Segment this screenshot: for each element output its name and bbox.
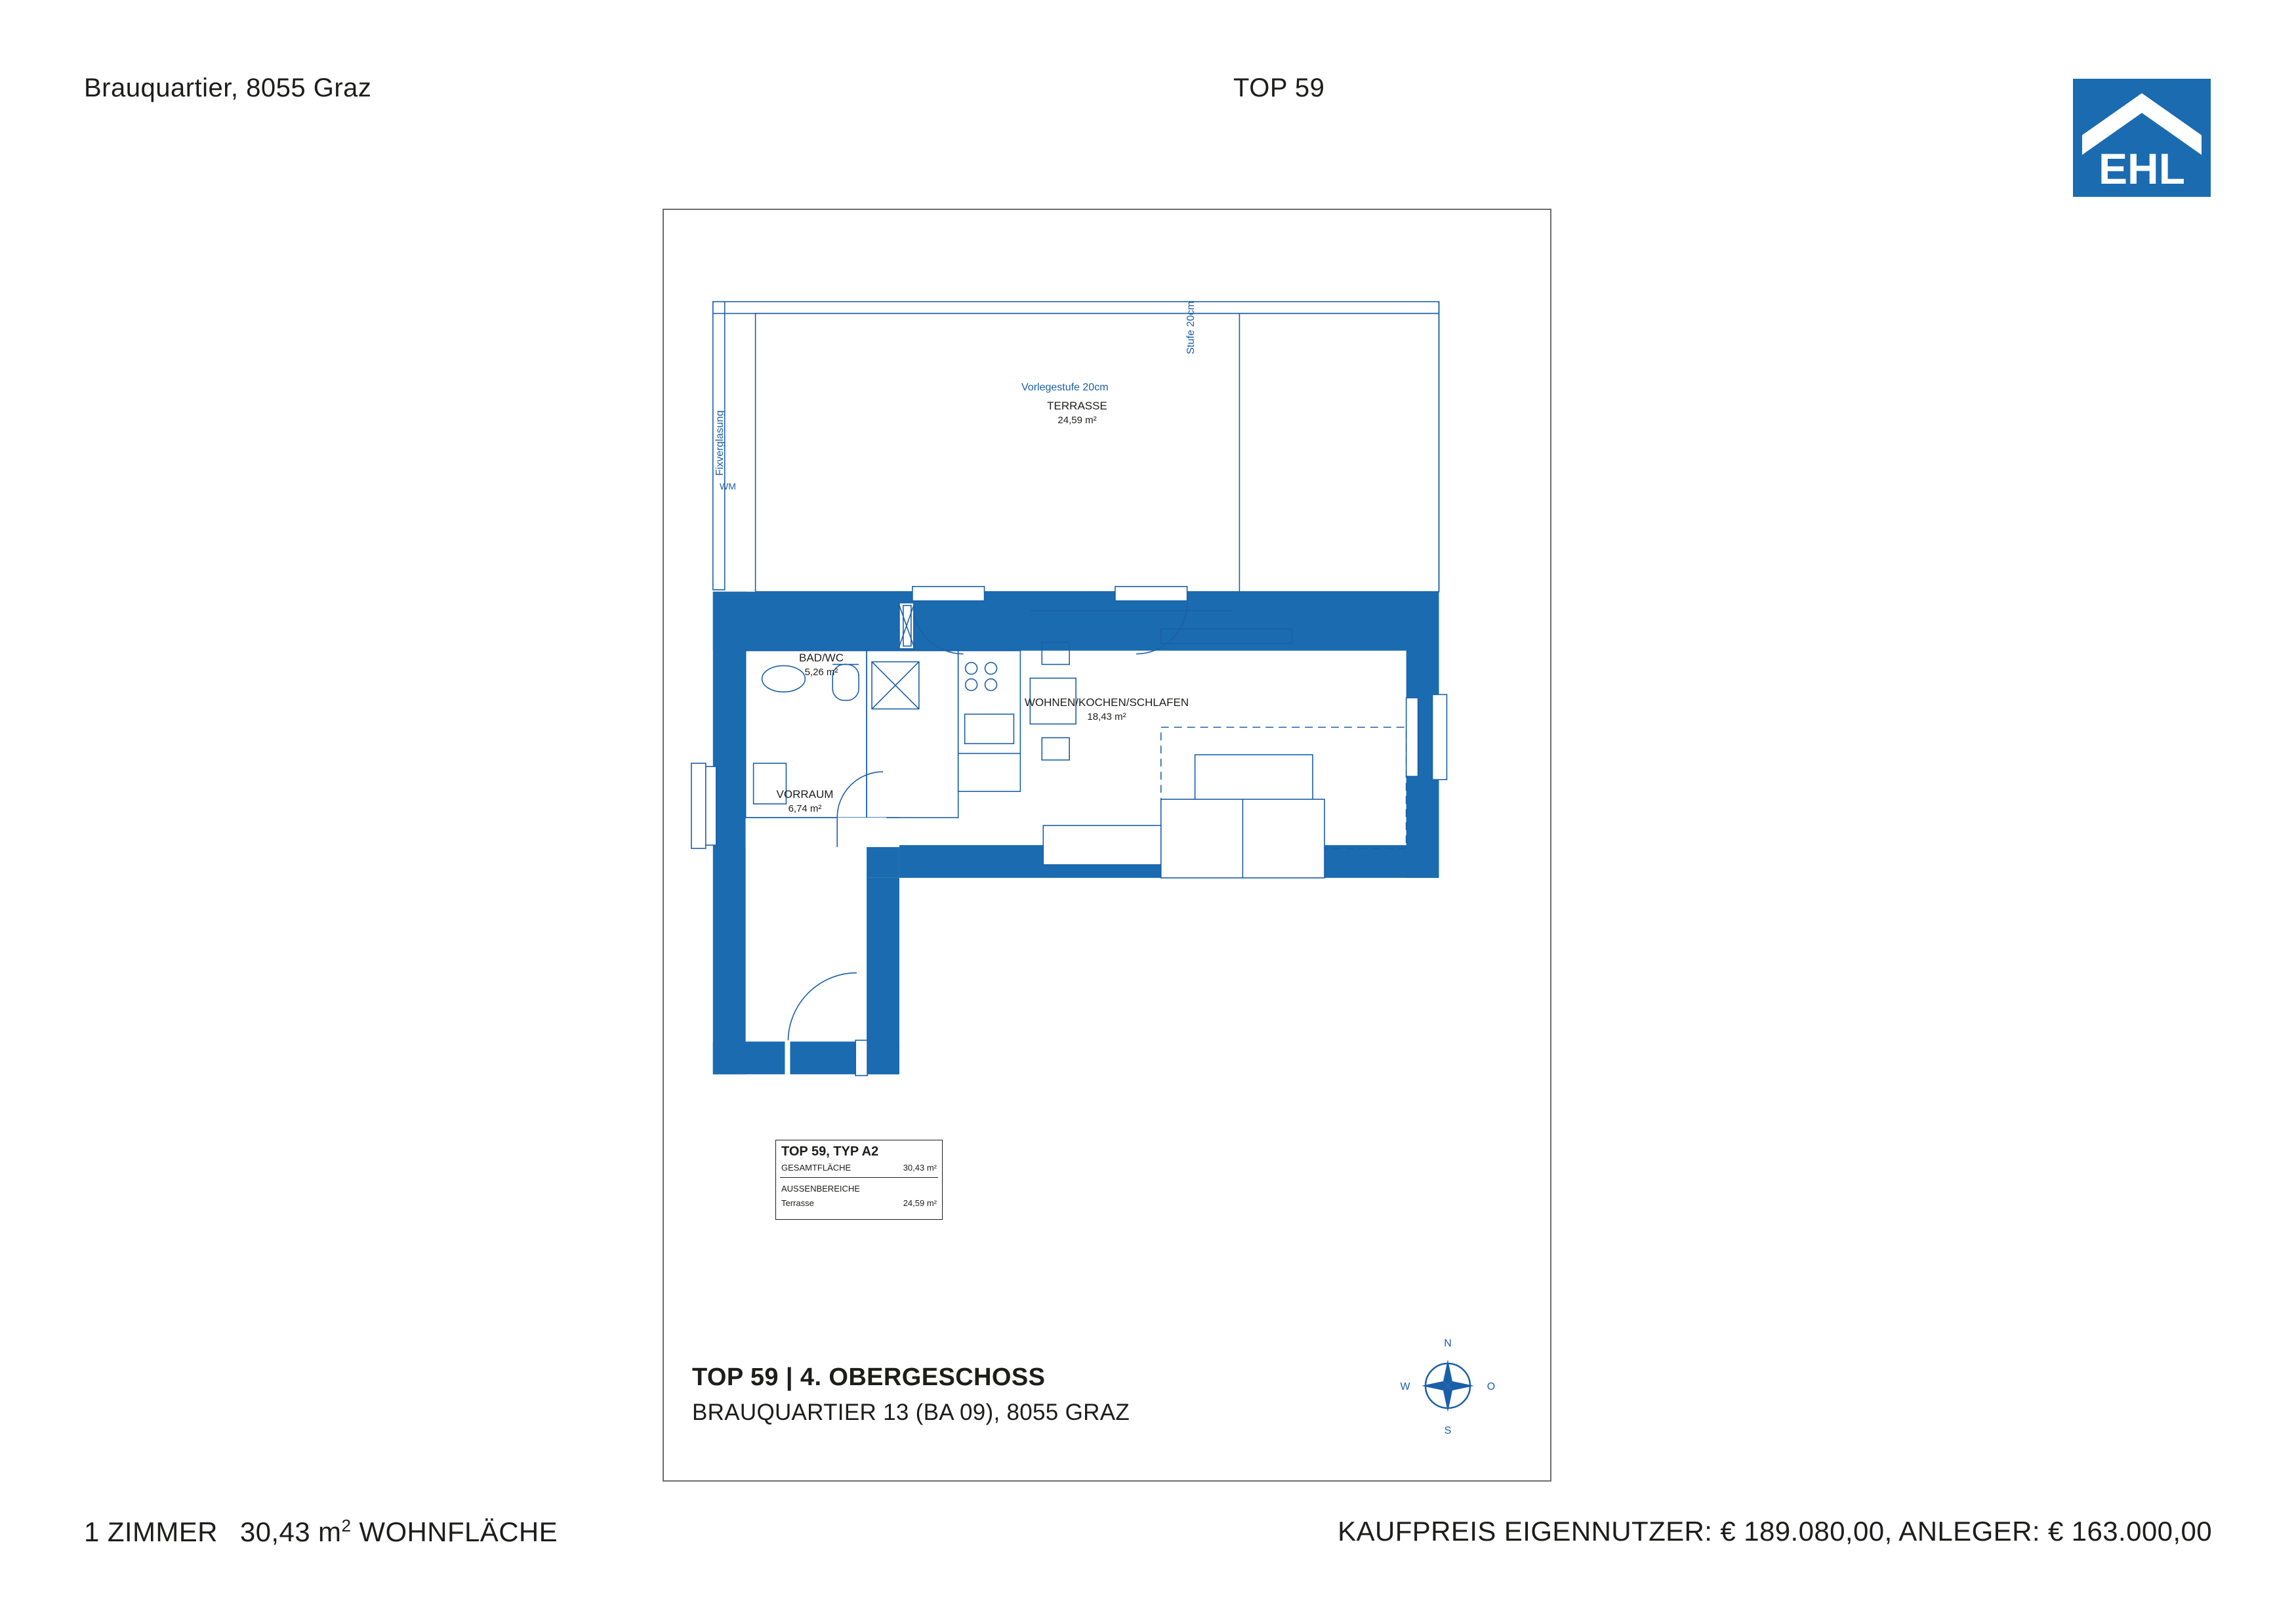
compass-icon (1394, 1332, 1502, 1440)
plan-caption-title: TOP 59 | 4. OBERGESCHOSS (692, 1364, 1046, 1391)
footer-rooms-count: 1 ZIMMER (84, 1516, 218, 1547)
ehl-logo-text: EHL (2099, 144, 2185, 193)
footer-living-area-sup: 2 (341, 1516, 352, 1535)
room-label-vorraum: VORRAUM 6,74 m² (776, 788, 834, 814)
footer-summary (84, 1516, 558, 1548)
legend-title: TOP 59, TYP A2 (781, 1144, 879, 1159)
compass-north-label: N (1444, 1338, 1452, 1349)
room-label-wohnen-kochen-schlafen: WOHNEN/KOCHEN/SCHLAFEN 18,43 m² (1024, 696, 1189, 722)
annotation-washing-machine: WM (720, 481, 736, 491)
annotation-fixverglasung: Fixverglasung (714, 410, 726, 476)
footer-price: KAUFPREIS EIGENNUTZER: € 189.080,00, ANLEGER: € 163.000,00 (1338, 1516, 2212, 1547)
plan-legend (775, 1140, 943, 1220)
legend-outdoor-label-row (781, 1184, 937, 1194)
legend-total-row (781, 1163, 937, 1173)
page-header-address: Brauquartier, 8055 Graz (84, 73, 372, 102)
legend-outdoor-label: AUSSENBEREICHE (781, 1184, 860, 1194)
compass-west-label: W (1400, 1381, 1410, 1392)
legend-divider (780, 1177, 938, 1178)
legend-outdoor-value: 24,59 m² (903, 1198, 937, 1208)
plan-caption-subtitle: BRAUQUARTIER 13 (BA 09), 8055 GRAZ (692, 1400, 1130, 1425)
footer-living-area: 30,43 m (239, 1516, 342, 1547)
annotation-vorlegestufe: Vorlegestufe 20cm (1021, 382, 1109, 393)
footer-living-area-label: WOHNFLÄCHE (359, 1516, 558, 1547)
compass-east-label: O (1486, 1381, 1496, 1392)
annotation-stufe-20cm: Stufe 20cm (1185, 301, 1197, 354)
compass-rose (1394, 1332, 1502, 1440)
legend-outdoor-item: Terrasse (781, 1198, 814, 1208)
room-label-terrasse: TERRASSE 24,59 m² (1047, 400, 1107, 426)
legend-outdoor-row (781, 1198, 937, 1208)
floorplan-frame (663, 209, 1551, 1482)
compass-south-label: S (1444, 1425, 1452, 1436)
room-label-bad-wc: BAD/WC 5,26 m² (799, 652, 844, 678)
page-header-unit: TOP 59 (1233, 73, 1325, 102)
legend-total-value: 30,43 m² (903, 1163, 937, 1173)
legend-total-label: GESAMTFLÄCHE (781, 1163, 851, 1173)
ehl-logo (2073, 79, 2211, 197)
ehl-logo-icon (2073, 79, 2211, 197)
